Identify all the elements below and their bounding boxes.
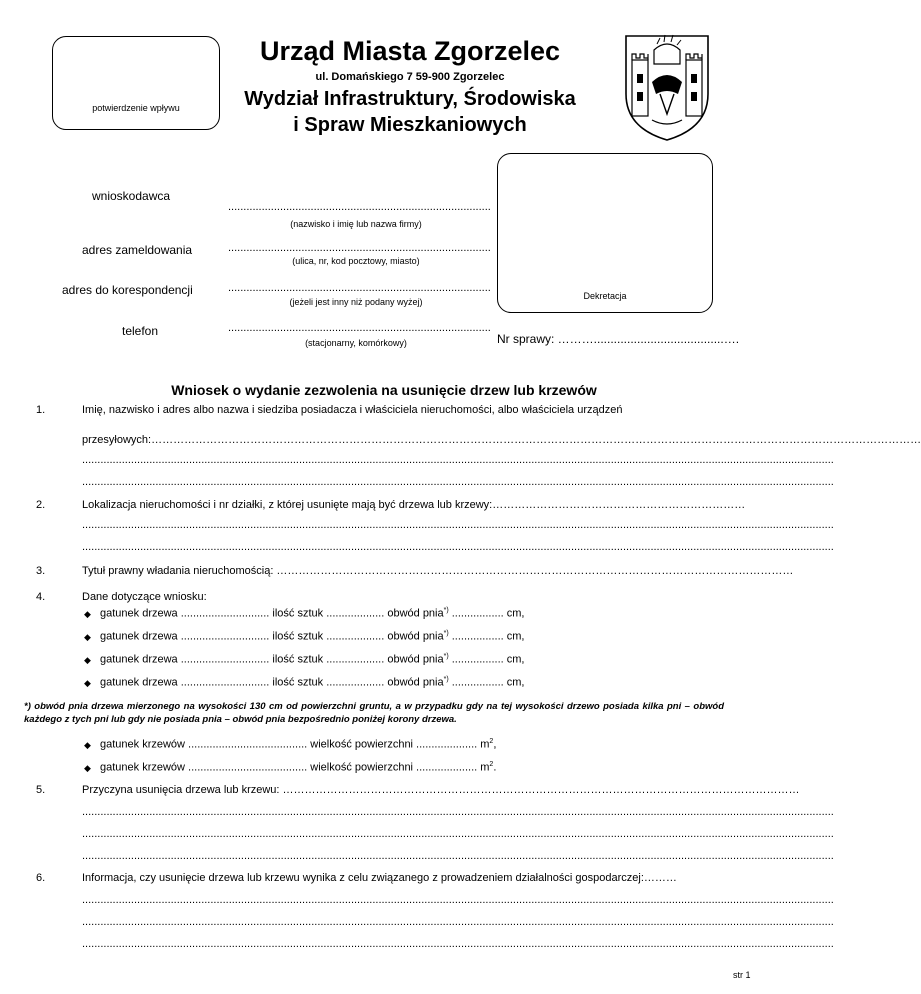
receipt-stamp-box — [52, 36, 220, 130]
section-5-reason-text[interactable]: Przyczyna usunięcia drzewa lub krzewu: …………………………………………………………………………………………………………………………… — [82, 784, 800, 796]
form-title: Wniosek o wydanie zezwolenia na usunięcie drzew lub krzewów — [171, 382, 597, 398]
section-1-owner-line[interactable]: przesyłowych:………………………………………………………………………………………………………………………………………………………………………………………… — [82, 434, 921, 446]
page-number: str 1 — [733, 970, 751, 980]
section-1-extra-line[interactable]: ...................................................................................................................................................................................................................................................... — [82, 476, 834, 488]
bullet-icon: ◆ — [84, 609, 91, 619]
decree-label: Dekretacja — [583, 291, 627, 301]
section-6-number: 6. — [36, 872, 46, 884]
receipt-stamp-label: potwierdzenie wpływu — [92, 103, 180, 113]
registered-address-hint: (ulica, nr, kod pocztowy, miasto) — [292, 256, 420, 266]
shrub-entry[interactable]: gatunek krzewów ....................................... wielkość powierzchni .................... $m^2$, — [100, 738, 497, 751]
case-number[interactable]: Nr sprawy: ……….......................................…. — [497, 332, 740, 346]
section-3-title-text[interactable]: Tytuł prawny władania nieruchomością: …………………………………………………………………………………………………………………………… — [82, 565, 794, 577]
phone-label: telefon — [122, 324, 159, 338]
tree-entry[interactable]: gatunek drzewa ............................. ilość sztuk ................... obwód pnia*) ................. cm, — [100, 653, 525, 666]
section-2-extra-line[interactable]: ...................................................................................................................................................................................................................................................... — [82, 541, 834, 553]
section-4-heading: Dane dotyczące wniosku: — [82, 591, 207, 603]
tree-entry[interactable]: gatunek drzewa ............................. ilość sztuk ................... obwód pnia*) ................. cm, — [100, 607, 525, 620]
footnote: *) obwód pnia drzewa mierzonego na wysokości 130 cm od powierzchni gruntu, a w przypadku gdy na tej wysokości drzewo posiada kilka pni – obwód każdego z tych pni lub gdy nie posiada pnia – obwód pnia bezpośrednio poniżej korony drzewa. — [24, 701, 724, 725]
decree-box — [497, 153, 713, 313]
registered-address-input-line[interactable]: ...................................................................................... — [228, 242, 491, 254]
correspondence-address-input-line[interactable]: ...................................................................................... — [228, 282, 491, 294]
applicant-hint: (nazwisko i imię lub nazwa firmy) — [290, 219, 422, 229]
bullet-icon: ◆ — [84, 655, 91, 665]
applicant-label: wnioskodawca — [92, 189, 171, 203]
coat-of-arms-icon — [622, 30, 712, 144]
section-6-extra-line[interactable]: ...................................................................................................................................................................................................................................................... — [82, 938, 834, 950]
section-6-extra-line[interactable]: ...................................................................................................................................................................................................................................................... — [82, 916, 834, 928]
phone-input-line[interactable]: ...................................................................................... — [228, 322, 491, 334]
phone-hint: (stacjonarny, komórkowy) — [305, 338, 407, 348]
section-6-extra-line[interactable]: ...................................................................................................................................................................................................................................................... — [82, 894, 834, 906]
section-5-extra-line[interactable]: ...................................................................................................................................................................................................................................................... — [82, 828, 834, 840]
section-1-text: Imię, nazwisko i adres albo nazwa i siedziba posiadacza i właściciela nieruchomości, albo właściciela urządzeń — [82, 404, 623, 416]
section-5-number: 5. — [36, 784, 46, 796]
bullet-icon: ◆ — [84, 678, 91, 688]
section-5-extra-line[interactable]: ...................................................................................................................................................................................................................................................... — [82, 850, 834, 862]
bullet-icon: ◆ — [84, 740, 91, 750]
bullet-icon: ◆ — [84, 763, 91, 773]
correspondence-address-hint: (jeżeli jest inny niż podany wyżej) — [289, 297, 423, 307]
correspondence-address-label: adres do korespondencji — [62, 283, 193, 297]
department-name-line1: Wydział Infrastruktury, Środowiska — [244, 88, 576, 110]
section-4-number: 4. — [36, 591, 46, 603]
shrub-entry[interactable]: gatunek krzewów ....................................... wielkość powierzchni .................... $m^2$. — [100, 761, 497, 774]
section-2-location-text[interactable]: Lokalizacja nieruchomości i nr działki, z której usunięte mają być drzewa lub krzewy:…………………………………………………………… — [82, 499, 746, 511]
office-name: Urząd Miasta Zgorzelec — [259, 36, 561, 66]
section-1-extra-line[interactable]: ...................................................................................................................................................................................................................................................... — [82, 454, 834, 466]
section-5-extra-line[interactable]: ...................................................................................................................................................................................................................................................... — [82, 806, 834, 818]
office-address: ul. Domańskiego 7 59-900 Zgorzelec — [315, 71, 505, 83]
section-3-number: 3. — [36, 565, 46, 577]
registered-address-label: adres zameldowania — [82, 243, 193, 257]
bullet-icon: ◆ — [84, 632, 91, 642]
section-6-business-text[interactable]: Informacja, czy usunięcie drzewa lub krzewu wynika z celu związanego z prowadzeniem działalności gospodarczej:……… — [82, 872, 677, 884]
tree-entry[interactable]: gatunek drzewa ............................. ilość sztuk ................... obwód pnia*) ................. cm, — [100, 630, 525, 643]
section-2-extra-line[interactable]: ...................................................................................................................................................................................................................................................... — [82, 519, 834, 531]
tree-entry[interactable]: gatunek drzewa ............................. ilość sztuk ................... obwód pnia*) ................. cm, — [100, 676, 525, 689]
applicant-input-line[interactable]: ...................................................................................... — [228, 201, 491, 213]
department-name-line2: i Spraw Mieszkaniowych — [293, 114, 527, 136]
section-1-number: 1. — [36, 404, 46, 416]
section-2-number: 2. — [36, 499, 46, 511]
